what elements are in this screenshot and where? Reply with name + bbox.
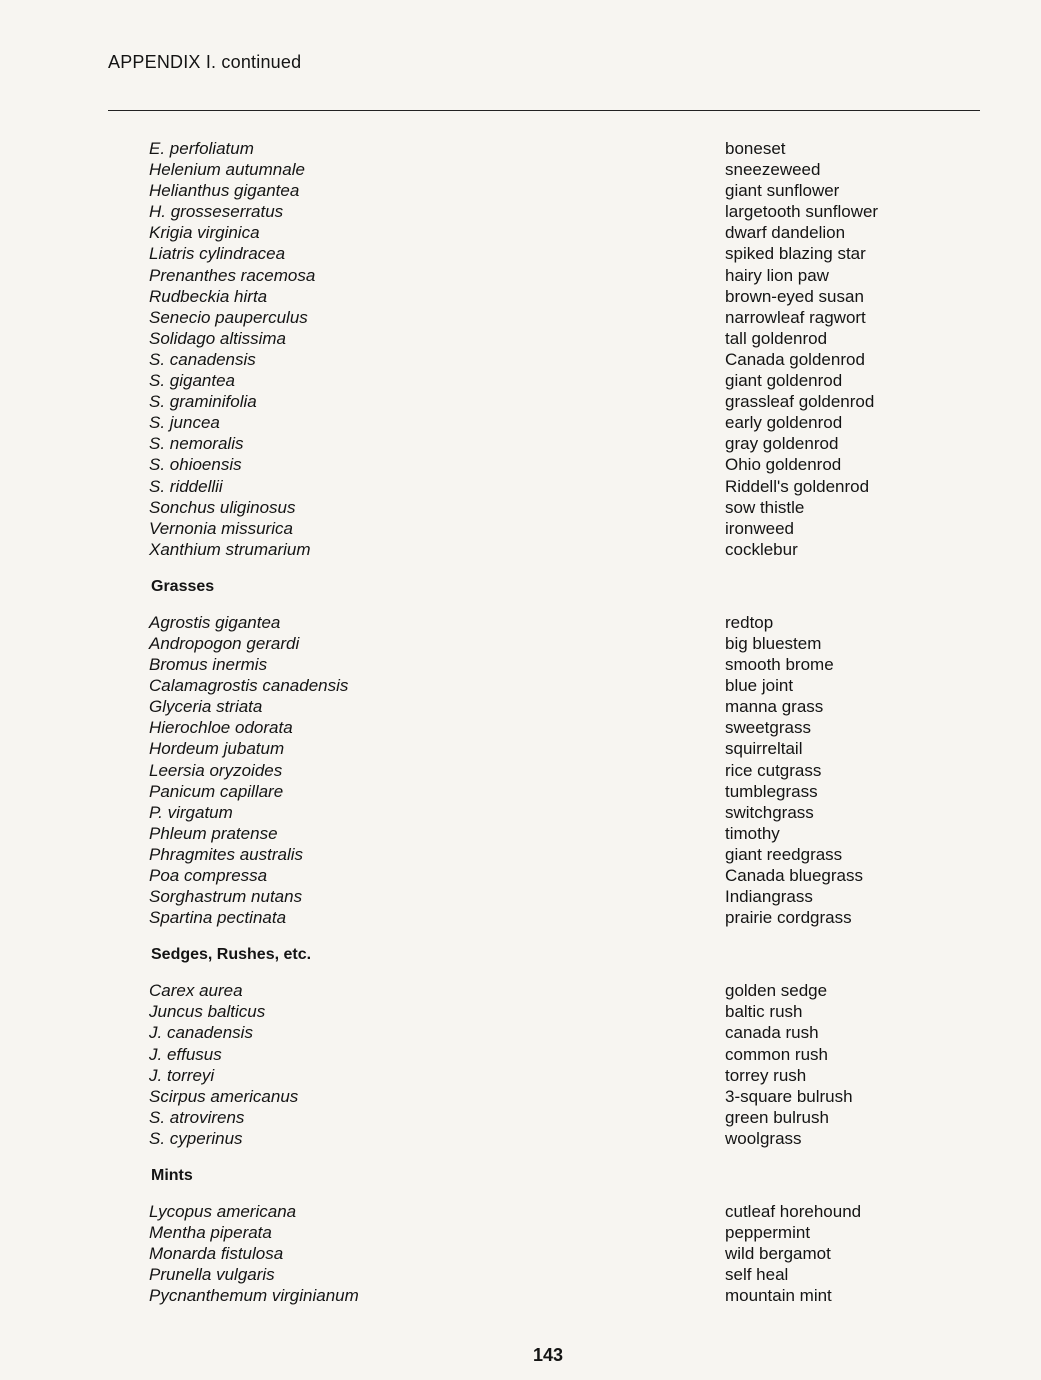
species-row (0, 738, 1041, 759)
section (0, 944, 1041, 1149)
scientific-name: Prenanthes racemosa (149, 265, 316, 285)
common-name: canada rush (725, 1023, 819, 1043)
common-name: big bluestem (725, 633, 822, 653)
scientific-name: S. riddellii (149, 476, 223, 496)
common-name: giant reedgrass (725, 844, 843, 864)
common-name: narrowleaf ragwort (725, 307, 866, 327)
scientific-name: S. gigantea (149, 371, 236, 391)
scientific-name: Spartina pectinata (149, 908, 287, 928)
common-name: gray goldenrod (725, 434, 839, 454)
species-row (0, 633, 1041, 654)
section (0, 138, 1041, 560)
common-name: largetooth sunflower (725, 202, 879, 222)
common-name: ironweed (725, 518, 794, 538)
common-name: prairie cordgrass (725, 908, 852, 928)
scientific-name: Glyceria striata (149, 697, 263, 717)
scientific-name: Hierochloe odorata (149, 718, 293, 738)
scientific-name: Solidago altissima (149, 328, 287, 348)
scientific-name: Sonchus uliginosus (149, 497, 296, 517)
species-row (0, 497, 1041, 518)
common-name: sweetgrass (725, 718, 811, 738)
scientific-name: S. graminifolia (149, 392, 257, 412)
species-row (0, 138, 1041, 159)
common-name: 3-square bulrush (725, 1086, 853, 1106)
species-row (0, 612, 1041, 633)
common-name: Canada goldenrod (725, 349, 865, 369)
common-name: wild bergamot (725, 1244, 831, 1264)
species-row (0, 243, 1041, 264)
species-row (0, 1086, 1041, 1107)
section-heading: Sedges, Rushes, etc. (151, 946, 312, 964)
common-name: rice cutgrass (725, 760, 822, 780)
scientific-name: J. canadensis (149, 1023, 253, 1043)
species-row (0, 886, 1041, 907)
common-name: green bulrush (725, 1107, 829, 1127)
species-row (0, 1107, 1041, 1128)
scientific-name: Sorghastrum nutans (149, 887, 303, 907)
common-name: blue joint (725, 676, 794, 696)
scientific-name: S. atrovirens (149, 1107, 245, 1127)
common-name: brown-eyed susan (725, 286, 864, 306)
common-name: tumblegrass (725, 781, 818, 801)
species-row (0, 844, 1041, 865)
common-name: golden sedge (725, 981, 828, 1001)
scientific-name: S. nemoralis (149, 434, 244, 454)
page-header: APPENDIX I. continued (108, 52, 302, 72)
species-row (0, 180, 1041, 201)
common-name: mountain mint (725, 1286, 832, 1306)
common-name: cocklebur (725, 539, 798, 559)
header-rule (108, 110, 980, 111)
scientific-name: Leersia oryzoides (149, 760, 283, 780)
scientific-name: Vernonia missurica (149, 518, 293, 538)
scientific-name: Liatris cylindracea (149, 244, 286, 264)
scientific-name: Senecio pauperculus (149, 307, 308, 327)
common-name: tall goldenrod (725, 328, 828, 348)
common-name: sow thistle (725, 497, 805, 517)
species-row (0, 802, 1041, 823)
common-name: smooth brome (725, 655, 834, 675)
species-row (0, 391, 1041, 412)
section-heading: Grasses (151, 577, 215, 595)
species-row (0, 1243, 1041, 1264)
scientific-name: P. virgatum (149, 802, 233, 822)
common-name: Ohio goldenrod (725, 455, 842, 475)
scientific-name: Rudbeckia hirta (149, 286, 268, 306)
common-name: early goldenrod (725, 413, 843, 433)
species-row (0, 222, 1041, 243)
species-row (0, 865, 1041, 886)
common-name: Riddell's goldenrod (725, 476, 870, 496)
species-row (0, 1001, 1041, 1022)
scientific-name: Agrostis gigantea (149, 612, 281, 632)
species-row (0, 539, 1041, 560)
common-name: squirreltail (725, 739, 803, 759)
species-row (0, 349, 1041, 370)
scientific-name: Andropogon gerardi (149, 633, 300, 653)
common-name: self heal (725, 1265, 789, 1285)
page-number: 143 (532, 1345, 564, 1365)
scientific-name: Krigia virginica (149, 223, 260, 243)
species-row (0, 370, 1041, 391)
scientific-name: Juncus balticus (149, 1002, 266, 1022)
species-table (0, 138, 1041, 1307)
scientific-name: H. grosseserratus (149, 202, 284, 222)
scientific-name: Mentha piperata (149, 1223, 272, 1243)
common-name: sneezeweed (725, 160, 821, 180)
section-heading: Mints (151, 1167, 193, 1185)
species-row (0, 307, 1041, 328)
common-name: common rush (725, 1044, 828, 1064)
common-name: grassleaf goldenrod (725, 392, 875, 412)
species-row (0, 265, 1041, 286)
scientific-name: Helenium autumnale (149, 160, 305, 180)
species-row (0, 159, 1041, 180)
section (0, 1165, 1041, 1306)
scientific-name: Monarda fistulosa (149, 1244, 284, 1264)
species-row (0, 717, 1041, 738)
scientific-name: S. canadensis (149, 349, 256, 369)
scientific-name: Carex aurea (149, 981, 243, 1001)
species-row (0, 286, 1041, 307)
common-name: redtop (725, 612, 774, 632)
scientific-name: Poa compressa (149, 866, 268, 885)
species-row (0, 1222, 1041, 1243)
species-row (0, 654, 1041, 675)
common-name: giant sunflower (725, 181, 840, 201)
common-name: Canada bluegrass (725, 866, 863, 885)
common-name: manna grass (725, 697, 824, 717)
species-row (0, 823, 1041, 844)
scientific-name: Calamagrostis canadensis (149, 676, 349, 696)
scientific-name: S. juncea (149, 413, 220, 433)
scientific-name: Pycnanthemum virginianum (149, 1286, 359, 1306)
scientific-name: Scirpus americanus (149, 1086, 299, 1106)
scientific-name: E. perfoliatum (149, 139, 254, 158)
species-row (0, 980, 1041, 1001)
common-name: giant goldenrod (725, 371, 843, 391)
common-name: cutleaf horehound (725, 1202, 862, 1222)
species-row (0, 781, 1041, 802)
species-row (0, 412, 1041, 433)
common-name: Indiangrass (725, 887, 813, 907)
species-row (0, 476, 1041, 497)
species-row (0, 1128, 1041, 1149)
common-name: dwarf dandelion (725, 223, 846, 243)
common-name: baltic rush (725, 1002, 803, 1022)
scientific-name: Hordeum jubatum (149, 739, 285, 759)
common-name: peppermint (725, 1223, 811, 1243)
species-row (0, 696, 1041, 717)
scientific-name: Phleum pratense (149, 823, 278, 843)
species-row (0, 1264, 1041, 1285)
species-row (0, 201, 1041, 222)
scientific-name: Prunella vulgaris (149, 1265, 275, 1285)
scientific-name: Bromus inermis (149, 655, 268, 675)
species-row (0, 328, 1041, 349)
scientific-name: Panicum capillare (149, 781, 284, 801)
species-row (0, 1201, 1041, 1222)
common-name: boneset (725, 139, 786, 158)
scientific-name: Helianthus gigantea (149, 181, 300, 201)
scientific-name: S. ohioensis (149, 455, 242, 475)
common-name: torrey rush (725, 1065, 807, 1085)
species-row (0, 1044, 1041, 1065)
scientific-name: J. torreyi (149, 1065, 215, 1085)
scientific-name: S. cyperinus (149, 1128, 243, 1148)
scientific-name: J. effusus (149, 1044, 222, 1064)
species-row (0, 454, 1041, 475)
species-row (0, 675, 1041, 696)
common-name: hairy lion paw (725, 265, 829, 285)
species-row (0, 907, 1041, 928)
species-row (0, 1022, 1041, 1043)
section (0, 576, 1041, 928)
scientific-name: Phragmites australis (149, 844, 304, 864)
common-name: spiked blazing star (725, 244, 866, 264)
common-name: timothy (725, 823, 780, 843)
common-name: woolgrass (725, 1128, 802, 1148)
common-name: switchgrass (725, 802, 814, 822)
species-row (0, 1065, 1041, 1086)
scientific-name: Xanthium strumarium (149, 539, 311, 559)
scientific-name: Lycopus americana (149, 1202, 297, 1222)
species-row (0, 1285, 1041, 1306)
species-row (0, 518, 1041, 539)
species-row (0, 760, 1041, 781)
species-row (0, 433, 1041, 454)
